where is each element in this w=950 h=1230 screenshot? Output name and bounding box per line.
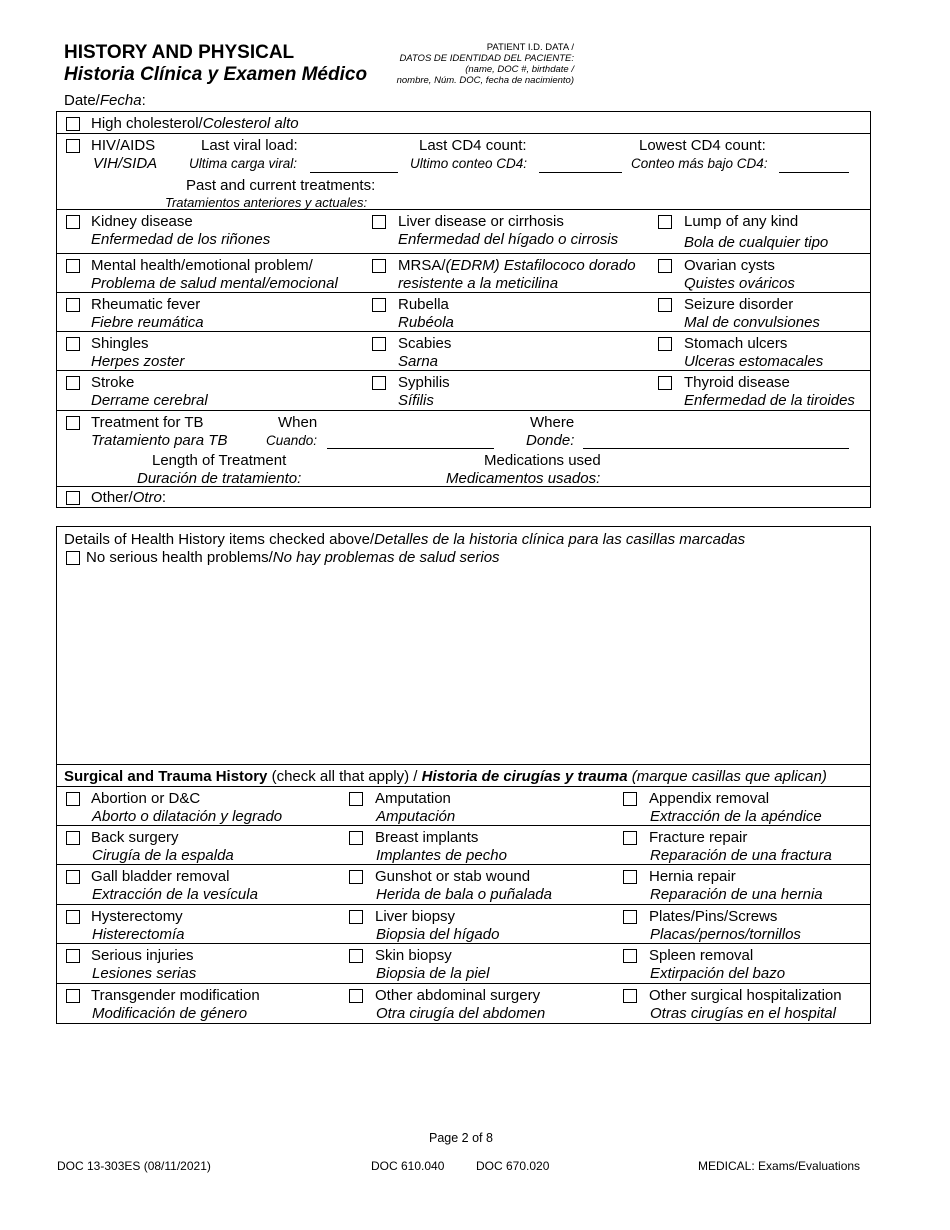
condition-checkbox[interactable]	[658, 298, 672, 312]
condition-label	[398, 374, 450, 392]
condition-label-es: Enfermedad del hígado o cirrosis	[398, 231, 619, 248]
surgery-label-es: Aborto o dilatación y legrado	[92, 808, 283, 825]
condition-label-es: Sarna	[398, 353, 439, 370]
surgical-history-heading	[64, 768, 827, 786]
surgery-checkbox[interactable]	[349, 989, 363, 1003]
condition-checkbox[interactable]	[372, 215, 386, 229]
condition-checkbox[interactable]	[658, 215, 672, 229]
surgery-label: Liver biopsy	[375, 908, 456, 925]
tb-where-field[interactable]	[583, 448, 849, 449]
condition-label-es: Fiebre reumática	[91, 314, 204, 331]
surgery-checkbox[interactable]	[349, 792, 363, 806]
tb-when-label-es: Cuando:	[266, 433, 318, 448]
condition-label-es: Bola de cualquier tipo	[684, 234, 829, 251]
surgery-checkbox[interactable]	[66, 910, 80, 924]
surgery-checkbox[interactable]	[623, 949, 637, 963]
condition-label	[684, 257, 775, 275]
condition-label	[398, 257, 636, 275]
page-number: Page 2 of 8	[429, 1131, 493, 1145]
viral-load-label: Last viral load:	[201, 137, 298, 154]
viral-load-label-es: Ultima carga viral:	[189, 156, 298, 171]
surgical-heading-en: (check all that apply) /	[267, 768, 422, 785]
surgery-label: Skin biopsy	[375, 947, 452, 964]
surgery-label: Serious injuries	[91, 947, 194, 964]
no-serious-problems-label-en: No serious health problems/	[86, 549, 273, 566]
surgery-checkbox[interactable]	[623, 910, 637, 924]
row-divider	[56, 133, 871, 134]
condition-label-es: Mal de convulsiones	[684, 314, 820, 331]
surgery-label: Back surgery	[91, 829, 179, 846]
high-cholesterol-label-es: Colesterol alto	[202, 115, 299, 132]
condition-checkbox[interactable]	[66, 298, 80, 312]
tb-length-label-es: Duración de tratamiento:	[137, 470, 302, 487]
surgery-label: Other surgical hospitalization	[649, 987, 842, 1004]
surgery-checkbox[interactable]	[66, 989, 80, 1003]
surgery-label: Other abdominal surgery	[375, 987, 541, 1004]
condition-label-en-italic: (EDRM) Estafilococo dorado	[445, 257, 636, 274]
row-divider	[56, 410, 871, 411]
treatments-label: Past and current treatments:	[186, 177, 376, 194]
patient-id-block	[370, 42, 574, 86]
hiv-aids-checkbox[interactable]	[66, 139, 80, 153]
surgery-label: Hernia repair	[649, 868, 736, 885]
condition-label	[91, 296, 200, 314]
surgery-checkbox[interactable]	[623, 792, 637, 806]
condition-label-en: Scabies	[398, 335, 452, 352]
high-cholesterol-checkbox[interactable]	[66, 117, 80, 131]
surgery-label: Plates/Pins/Screws	[649, 908, 778, 925]
hiv-aids-label: HIV/AIDS	[91, 137, 156, 154]
high-cholesterol-label-en: High cholesterol/	[91, 115, 203, 132]
surgery-checkbox[interactable]	[623, 989, 637, 1003]
patient-id-line: PATIENT I.D. DATA /	[486, 42, 574, 53]
condition-label-en: Syphilis	[398, 374, 450, 391]
surgery-label: Transgender modification	[91, 987, 260, 1004]
condition-label	[91, 335, 149, 353]
condition-label-en: Stroke	[91, 374, 135, 391]
condition-checkbox[interactable]	[66, 337, 80, 351]
date-label	[64, 92, 146, 109]
condition-label	[398, 213, 564, 231]
condition-label-en: Ovarian cysts	[684, 257, 775, 274]
cd4-count-field[interactable]	[539, 172, 622, 173]
condition-label-es: Problema de salud mental/emocional	[91, 275, 338, 292]
cd4-count-label-es: Ultimo conteo CD4:	[410, 156, 528, 171]
form-category: MEDICAL: Exams/Evaluations	[698, 1159, 861, 1173]
treatments-label-es: Tratamientos anteriores y actuales:	[165, 195, 368, 210]
surgery-label: Abortion or D&C	[91, 790, 201, 807]
condition-checkbox[interactable]	[66, 376, 80, 390]
condition-label	[684, 335, 787, 353]
condition-label-en: MRSA/	[398, 257, 446, 274]
patient-id-line: nombre, Núm. DOC, fecha de nacimiento)	[396, 75, 574, 86]
form-title: HISTORY AND PHYSICAL	[64, 42, 295, 63]
lowest-cd4-label-es: Conteo más bajo CD4:	[631, 156, 768, 171]
surgery-label-es: Placas/pernos/tornillos	[650, 926, 801, 943]
condition-label	[684, 374, 790, 392]
surgery-label-es: Otras cirugías en el hospital	[650, 1005, 836, 1022]
condition-checkbox[interactable]	[372, 298, 386, 312]
details-text-area[interactable]	[57, 570, 870, 763]
condition-label	[91, 257, 313, 275]
tb-meds-label-es: Medicamentos usados:	[446, 470, 601, 487]
surgery-label-es: Cirugía de la espalda	[92, 847, 234, 864]
cd4-count-label: Last CD4 count:	[419, 137, 527, 154]
tb-treatment-label: Treatment for TB	[91, 414, 204, 431]
surgery-label: Gunshot or stab wound	[375, 868, 531, 885]
surgery-checkbox[interactable]	[349, 870, 363, 884]
surgery-label-es: Extirpación del bazo	[650, 965, 786, 982]
condition-label-es: Enfermedad de la tiroides	[684, 392, 855, 409]
condition-checkbox[interactable]	[658, 259, 672, 273]
condition-label	[91, 213, 193, 231]
surgical-heading-es-bold: Historia de cirugías y trauma	[421, 768, 628, 785]
surgery-checkbox[interactable]	[349, 831, 363, 845]
condition-label-es: Ulceras estomacales	[684, 353, 824, 370]
surgical-heading-en-bold: Surgical and Trauma History	[64, 768, 268, 785]
condition-label-en: Lump of any kind	[684, 213, 799, 230]
condition-label	[91, 374, 134, 392]
tb-where-label: Where	[530, 414, 575, 431]
condition-label	[398, 335, 451, 353]
tb-meds-label: Medications used	[484, 452, 601, 469]
surgery-checkbox[interactable]	[66, 831, 80, 845]
surgery-label: Breast implants	[375, 829, 479, 846]
row-divider	[56, 253, 871, 254]
high-cholesterol-label	[91, 115, 299, 133]
lowest-cd4-label: Lowest CD4 count:	[639, 137, 766, 154]
tb-where-label-es: Donde:	[526, 432, 575, 449]
surgery-checkbox[interactable]	[66, 949, 80, 963]
condition-label	[684, 213, 798, 231]
condition-label-es: Enfermedad de los riñones	[91, 231, 271, 248]
surgery-label-es: Otra cirugía del abdomen	[376, 1005, 546, 1022]
condition-label-es: Derrame cerebral	[91, 392, 208, 409]
other-label	[91, 489, 166, 507]
surgery-label-es: Implantes de pecho	[376, 847, 507, 864]
date-label-en: Date/	[64, 92, 100, 109]
surgery-label: Appendix removal	[649, 790, 770, 807]
surgery-label-es: Extracción de la vesícula	[92, 886, 258, 903]
form-title-spanish: Historia Clínica y Examen Médico	[64, 64, 368, 85]
surgery-label-es: Biopsia de la piel	[376, 965, 490, 982]
tb-length-label: Length of Treatment	[152, 452, 287, 469]
condition-checkbox[interactable]	[372, 376, 386, 390]
surgery-checkbox[interactable]	[349, 949, 363, 963]
condition-checkbox[interactable]	[658, 376, 672, 390]
details-label	[64, 531, 745, 549]
surgery-label: Spleen removal	[649, 947, 754, 964]
condition-label-en: Shingles	[91, 335, 149, 352]
surgery-label-es: Herida de bala o puñalada	[376, 886, 552, 903]
tb-when-field[interactable]	[327, 448, 494, 449]
lowest-cd4-field[interactable]	[779, 172, 849, 173]
surgery-label-es: Amputación	[376, 808, 456, 825]
details-label-es: Detalles de la historia clínica para las casillas marcadas	[374, 531, 746, 548]
condition-checkbox[interactable]	[658, 337, 672, 351]
doc-policy-1: DOC 610.040	[371, 1159, 445, 1173]
hiv-aids-label-es: VIH/SIDA	[93, 155, 158, 172]
row-divider	[56, 786, 871, 787]
surgery-label: Hysterectomy	[91, 908, 183, 925]
condition-checkbox[interactable]	[66, 215, 80, 229]
row-divider	[56, 983, 871, 984]
row-divider	[56, 904, 871, 905]
surgery-label-es: Biopsia del hígado	[376, 926, 500, 943]
doc-policy-2: DOC 670.020	[476, 1159, 550, 1173]
condition-label-en: Thyroid disease	[684, 374, 790, 391]
surgery-label: Fracture repair	[649, 829, 748, 846]
viral-load-field[interactable]	[310, 172, 398, 173]
surgery-label: Gall bladder removal	[91, 868, 230, 885]
other-checkbox[interactable]	[66, 491, 80, 505]
other-label-es: Otro	[132, 489, 162, 506]
condition-label-en: Mental health/emotional problem/	[91, 257, 313, 274]
tb-when-label: When	[278, 414, 318, 431]
condition-label-en: Kidney disease	[91, 213, 193, 230]
surgery-checkbox[interactable]	[66, 870, 80, 884]
condition-label-es: Quistes ováricos	[684, 275, 795, 292]
surgery-checkbox[interactable]	[66, 792, 80, 806]
surgery-checkbox[interactable]	[623, 831, 637, 845]
surgery-label-es: Histerectomía	[92, 926, 185, 943]
condition-label	[684, 296, 793, 314]
surgery-label-es: Reparación de una hernia	[650, 886, 823, 903]
no-serious-problems-label	[86, 549, 500, 567]
tb-treatment-checkbox[interactable]	[66, 416, 80, 430]
surgery-checkbox[interactable]	[349, 910, 363, 924]
condition-label-es: Herpes zoster	[91, 353, 185, 370]
condition-label	[398, 296, 449, 314]
date-colon: :	[141, 92, 146, 109]
other-colon: :	[161, 489, 167, 506]
other-label-en: Other/	[91, 489, 133, 506]
row-divider	[56, 764, 871, 765]
condition-label-es: Rubéola	[398, 314, 454, 331]
condition-label-es: Sífilis	[398, 392, 434, 409]
condition-label-en: Stomach ulcers	[684, 335, 788, 352]
patient-id-line: DATOS DE IDENTIDAD DEL PACIENTE:	[399, 53, 574, 64]
date-label-es: Fecha	[99, 92, 142, 109]
no-serious-problems-label-es: No hay problemas de salud serios	[272, 549, 500, 566]
form-number: DOC 13-303ES (08/11/2021)	[57, 1159, 211, 1173]
tb-treatment-label-es: Tratamiento para TB	[91, 432, 228, 449]
surgery-label-es: Modificación de género	[92, 1005, 248, 1022]
condition-label-en: Liver disease or cirrhosis	[398, 213, 564, 230]
condition-checkbox[interactable]	[372, 259, 386, 273]
condition-label-en: Rubella	[398, 296, 449, 313]
surgery-label: Amputation	[375, 790, 451, 807]
condition-label-es: resistente a la meticilina	[398, 275, 559, 292]
surgery-label-es: Reparación de una fractura	[650, 847, 832, 864]
surgery-checkbox[interactable]	[623, 870, 637, 884]
surgery-label-es: Lesiones serias	[92, 965, 197, 982]
patient-id-line: (name, DOC #, birthdate /	[465, 64, 574, 75]
details-label-en: Details of Health History items checked above/	[64, 531, 375, 548]
surgical-heading-es: (marque casillas que aplican)	[627, 768, 827, 785]
condition-label-en: Rheumatic fever	[91, 296, 201, 313]
condition-label-en: Seizure disorder	[684, 296, 794, 313]
condition-checkbox[interactable]	[66, 259, 80, 273]
no-serious-problems-checkbox[interactable]	[66, 551, 80, 565]
condition-checkbox[interactable]	[372, 337, 386, 351]
surgery-label-es: Extracción de la apéndice	[650, 808, 822, 825]
